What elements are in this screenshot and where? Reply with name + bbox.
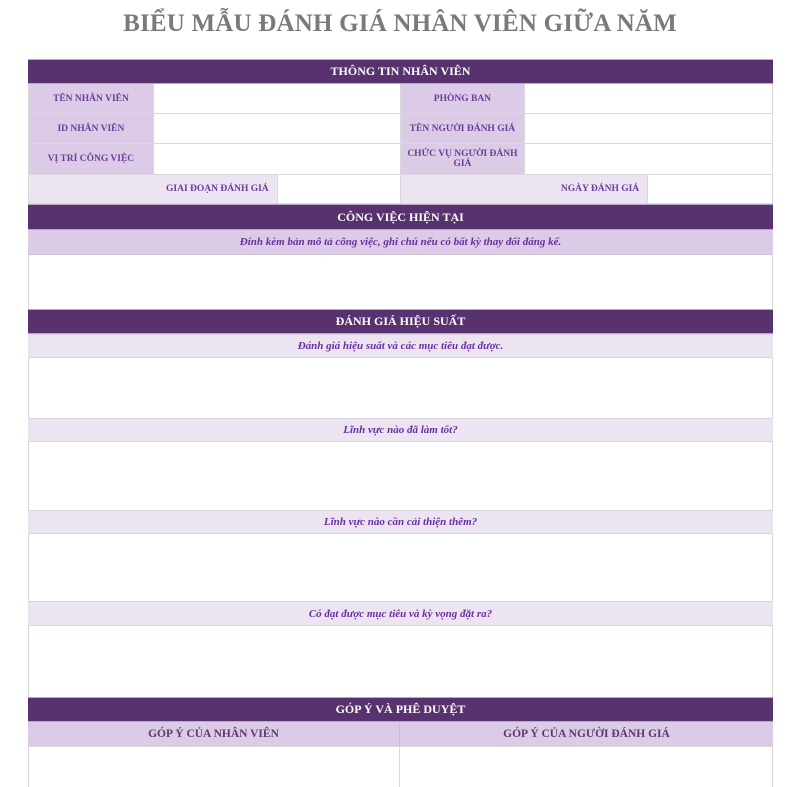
label-department: PHÒNG BAN (401, 84, 526, 114)
job-position-field[interactable] (154, 144, 401, 175)
strengths-field[interactable] (28, 442, 773, 510)
employee-name-field[interactable] (154, 84, 401, 114)
section-header-current-job: CÔNG VIỆC HIỆN TẠI (28, 204, 773, 230)
improvements-field[interactable] (28, 534, 773, 601)
info-row (28, 144, 773, 175)
performance-prompt: Có đạt được mục tiêu và kỳ vọng đặt ra? (28, 601, 773, 626)
reviewer-title-field[interactable] (525, 144, 773, 175)
employee-feedback-label: GÓP Ý CỦA NHÂN VIÊN (28, 722, 400, 747)
section-header-performance: ĐÁNH GIÁ HIỆU SUẤT (28, 309, 773, 334)
info-row (28, 114, 773, 144)
department-field[interactable] (525, 84, 773, 114)
goals-met-field[interactable] (28, 626, 773, 697)
feedback-fields (28, 747, 773, 787)
reviewer-feedback-field[interactable] (400, 747, 773, 787)
section-header-feedback: GÓP Ý VÀ PHÊ DUYỆT (28, 697, 773, 722)
label-employee-name: TÊN NHÂN VIÊN (29, 84, 154, 114)
label-reviewer-name: TÊN NGƯỜI ĐÁNH GIÁ (401, 114, 526, 144)
feedback-column-headers (28, 722, 773, 747)
current-job-field[interactable] (28, 255, 773, 309)
review-period-field[interactable] (278, 175, 401, 204)
employee-id-field[interactable] (154, 114, 401, 144)
label-review-period: GIAI ĐOẠN ĐÁNH GIÁ (29, 175, 278, 204)
info-row (28, 84, 773, 114)
label-employee-id: ID NHÂN VIÊN (29, 114, 154, 144)
reviewer-feedback-label: GÓP Ý CỦA NGƯỜI ĐÁNH GIÁ (400, 722, 773, 747)
performance-prompt: Lĩnh vực nào cần cải thiện thêm? (28, 510, 773, 534)
performance-prompt: Lĩnh vực nào đã làm tốt? (28, 418, 773, 442)
form-title: BIỂU MẪU ĐÁNH GIÁ NHÂN VIÊN GIỮA NĂM (123, 10, 677, 37)
label-job-position: VỊ TRÍ CÔNG VIỆC (29, 144, 154, 175)
performance-goals-field[interactable] (28, 358, 773, 418)
label-review-date: NGÀY ĐÁNH GIÁ (401, 175, 649, 204)
reviewer-name-field[interactable] (525, 114, 773, 144)
section-header-employee-info: THÔNG TIN NHÂN VIÊN (28, 59, 773, 84)
review-date-field[interactable] (648, 175, 773, 204)
info-row-dates (28, 175, 773, 204)
label-reviewer-title: CHỨC VỤ NGƯỜI ĐÁNH GIÁ (401, 144, 526, 175)
employee-feedback-field[interactable] (28, 747, 400, 787)
current-job-instruction: Đính kèm bản mô tả công việc, ghi chú nếu có bất kỳ thay đổi đáng kể. (28, 230, 773, 255)
evaluation-form (28, 59, 773, 787)
performance-prompt: Đánh giá hiệu suất và các mục tiêu đạt được. (28, 334, 773, 358)
